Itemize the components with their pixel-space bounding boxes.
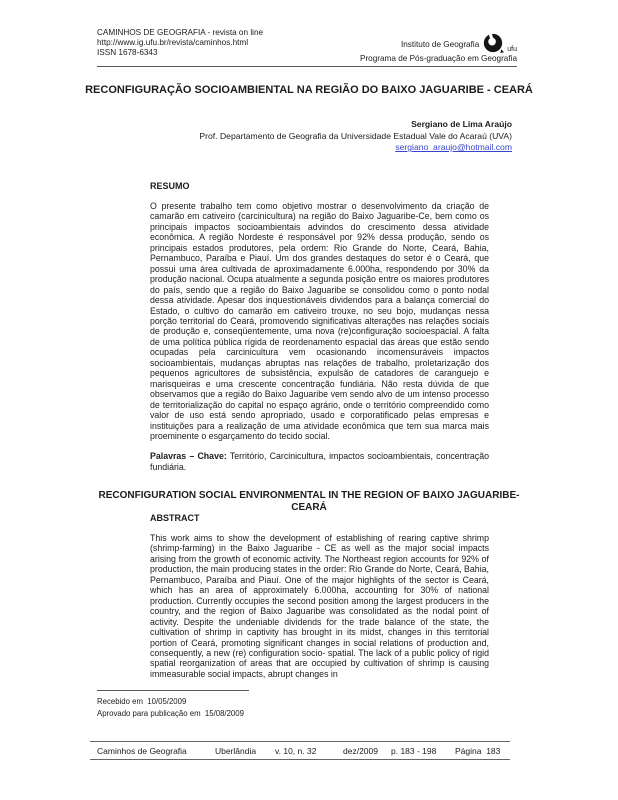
masthead-divider bbox=[97, 66, 517, 67]
received-date: Recebido em 10/05/2009 bbox=[97, 697, 187, 706]
footer-pages: p. 183 - 198 bbox=[391, 746, 437, 756]
institute-name: Instituto de Geografia bbox=[400, 40, 480, 49]
keywords-line bbox=[150, 451, 489, 472]
abstract-heading: ABSTRACT bbox=[150, 513, 200, 523]
footer-volume: v. 10, n. 32 bbox=[275, 746, 317, 756]
author-affiliation: Prof. Departamento de Geografia da Universidade Estadual Vale do Acaraú (UVA) bbox=[199, 130, 512, 141]
ufu-logo-label: ufu bbox=[507, 46, 517, 53]
footer-date: dez/2009 bbox=[343, 746, 378, 756]
masthead-left bbox=[97, 28, 263, 58]
author-block bbox=[72, 119, 512, 154]
journal-masthead bbox=[97, 28, 517, 64]
footer-page-number: Página 183 bbox=[455, 746, 501, 756]
program-name: Programa de Pós-graduação em Geografia bbox=[359, 54, 517, 63]
dates-block bbox=[97, 690, 249, 720]
article-title-en: RECONFIGURATION SOCIAL ENVIRONMENTAL IN THE REGION OF BAIXO JAGUARIBE-CEARÁ bbox=[98, 490, 520, 513]
abstract-section bbox=[150, 513, 489, 679]
keywords-label: Palavras – Chave: bbox=[150, 451, 227, 462]
keywords-text: Território, Carcinicultura, impactos socioambientais, concentração fundiária. bbox=[150, 451, 489, 472]
footer-citation-bar bbox=[90, 741, 510, 760]
author-name: Sergiano de Lima Araújo bbox=[411, 119, 512, 129]
approved-date: Aprovado para publicação em 15/08/2009 bbox=[97, 709, 244, 718]
resumo-heading: RESUMO bbox=[150, 181, 190, 191]
journal-issn: ISSN 1678-6343 bbox=[97, 48, 158, 57]
journal-url: http://www.ig.ufu.br/revista/caminhos.html bbox=[97, 38, 249, 47]
author-email-link[interactable]: sergiano_araujo@hotmail.com bbox=[395, 142, 512, 152]
institute-line bbox=[360, 36, 517, 54]
footer-city: Uberlândia bbox=[215, 746, 257, 756]
footer-journal: Caminhos de Geografia bbox=[97, 746, 187, 756]
ufu-logo-icon bbox=[482, 32, 504, 54]
journal-name: CAMINHOS DE GEOGRAFIA - revista on line bbox=[97, 28, 264, 37]
masthead-right bbox=[360, 36, 517, 64]
dates-divider bbox=[97, 690, 249, 691]
resumo-text: O presente trabalho tem como objetivo mostrar o desenvolvimento da criação de camarão em cativeiro (carcinicultura) na região do Baixo Jaguaribe-Ce, bem como os principais impactos socioambientais advindos do crescimento dessa atividade econômica. A região Nordeste é responsável por 92% dessa produção, sendo os principais estados produtores, pela ordem: Rio Grande do Norte, Ceará, Bahia, Pernambuco, Paraíba e Piauí. Um dos grandes destaques do setor é o Ceará, que possui uma área cultivada de aproximadamente 6.000ha, respondendo por 30% da produção nacional. Ocupa atualmente a segunda posição entre os maiores produtores do país, sendo que a região do Baixo Jaguaribe se consolidou como o ponto nodal dessa atividade. Apesar dos inquestionáveis dividendos para a balança comercial do Estado, o cultivo do camarão em cativeiro trouxe, no seu bojo, mudanças nessa porção territorial do Ceará, promovendo significativas alterações nas relações sociais de produção e, conseqüentemente, uma nova (re)configuração socioespacial. A falta de uma política pública rígida de reordenamento espacial das áreas que estão sendo ocupadas pela carcinicultura vem ocasionando incomensuráveis impactos socioambientais, mudanças abruptas nas relações de trabalho, proletarização dos pequenos agricultores de subsistência, expulsão de catadores de caranguejo e marisqueiras e uma crescente concentração fundiária. Não resta dúvida de que observamos que a região do Baixo Jaguaribe vem sendo alvo de um intenso processo de territorialização do capital no espaço agrário, onde o território compreendido como valor de uso está sendo apropriado, usado e corporatificado pelas empresas e instituições para a realização de uma atividade econômica que tem sua marca mais proeminente o esgarçamento do tecido social. bbox=[150, 201, 489, 441]
article-title-pt: RECONFIGURAÇÃO SOCIOAMBIENTAL NA REGIÃO DO BAIXO JAGUARIBE - CEARÁ bbox=[85, 84, 533, 96]
resumo-section bbox=[150, 181, 489, 472]
abstract-text: This work aims to show the development of establishing of rearing captive shrimp (shrimp-farming) in the Baixo Jaguaribe - CE as well as the major social impacts arising from the growth of economic activity. The Northeast region accounts for 92% of production, the main producing states in the order: Rio Grande do Norte, Ceará, Bahia, Pernambuco, Paraíba and Piauí. One of the major highlights of the sector is Ceará, which has an area of approximately 6.000ha, accounting for 30% of national production. Currently occupies the second position among the largest producers in the country, and the region of Baixo Jaguaribe was consolidated as the nodal point of activity. Despite the undeniable dividends for the trade balance of the state, the cultivation of shrimp in captivity has brought in its midst, changes in this territorial portion of Ceará, promoting significant changes in social relations of production and, consequently, a new (re) configuration socio- spatial. The lack of a public policy of rigid spatial reorganization of areas that are occupied by cultivation of shrimp is causing immeasurable social impacts, abrupt changes in bbox=[150, 533, 489, 679]
